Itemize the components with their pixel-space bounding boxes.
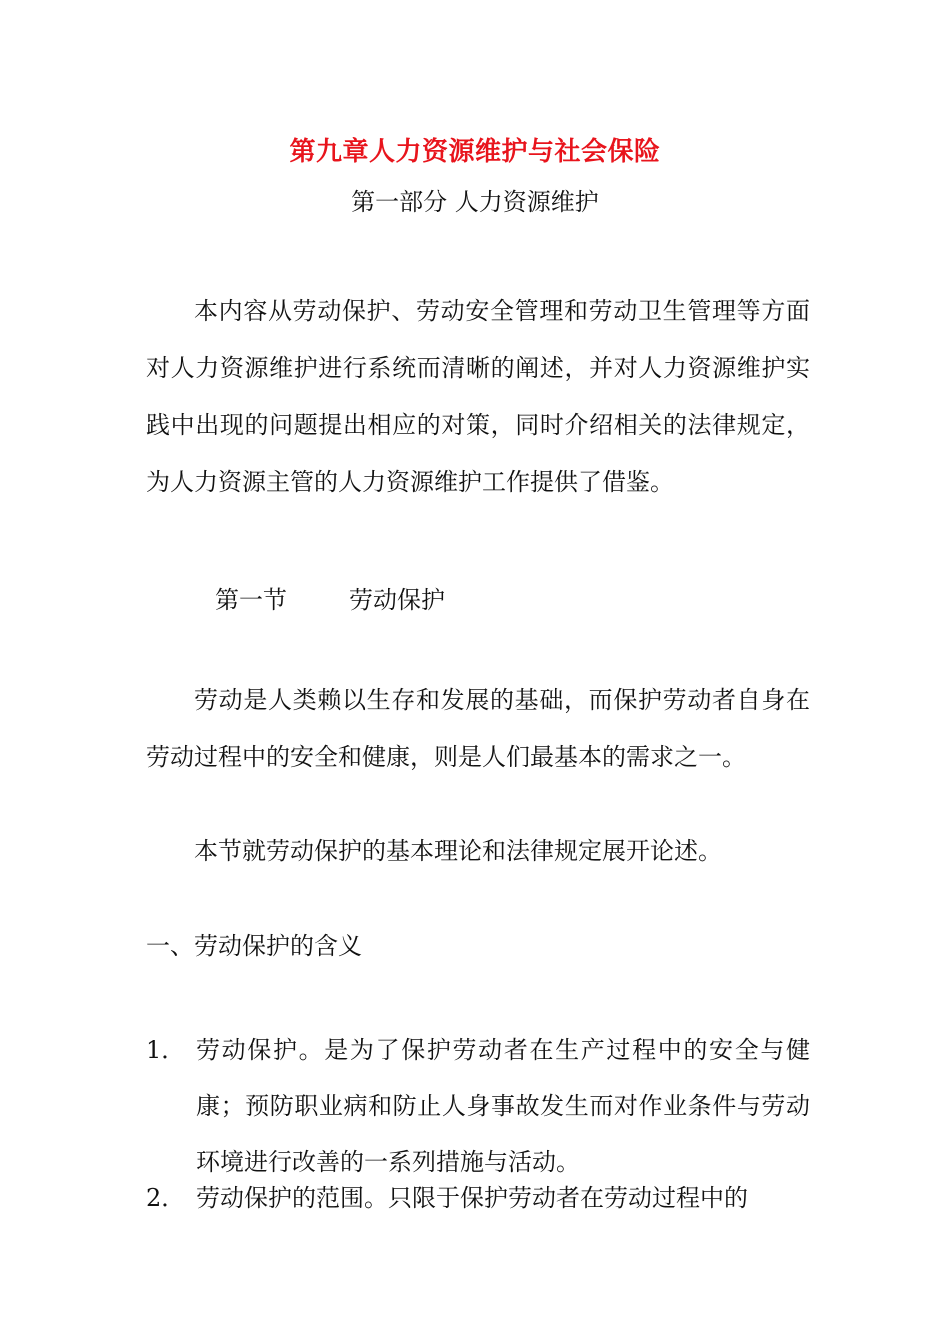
- section-name: 劳动保护: [349, 586, 445, 614]
- list-item: [146, 1022, 810, 1190]
- part-subtitle: 第一部分 人力资源维护: [351, 188, 599, 216]
- intro-paragraph: 本内容从劳动保护、劳动安全管理和劳动卫生管理等方面对人力资源维护进行系统而清晰的阐述，并对人力资源维护实践中出现的问题提出相应的对策，同时介绍相关的法律规定，为人力资源主管的人力资源维护工作提供了借鉴。: [146, 297, 810, 496]
- section-number: 第一节: [215, 586, 287, 614]
- chapter-title: 第九章人力资源维护与社会保险: [289, 137, 661, 167]
- list-item-number: 1．: [146, 1036, 186, 1064]
- subsection-heading: 一、劳动保护的含义: [146, 932, 362, 960]
- list-item-number: 2．: [146, 1184, 186, 1212]
- list-item-text: 劳动保护的范围。只限于保护劳动者在劳动过程中的: [196, 1184, 748, 1212]
- section-paragraph: 本节就劳动保护的基本理论和法律规定展开论述。: [194, 837, 722, 865]
- section-paragraph: 劳动是人类赖以生存和发展的基础，而保护劳动者自身在劳动过程中的安全和健康，则是人们最基本的需求之一。: [146, 686, 810, 771]
- list-item-text: 劳动保护。是为了保护劳动者在生产过程中的安全与健康；预防职业病和防止人身事故发生而对作业条件与劳动环境进行改善的一系列措施与活动。: [196, 1036, 810, 1176]
- section-heading: [215, 580, 445, 620]
- list-item: [146, 1170, 810, 1226]
